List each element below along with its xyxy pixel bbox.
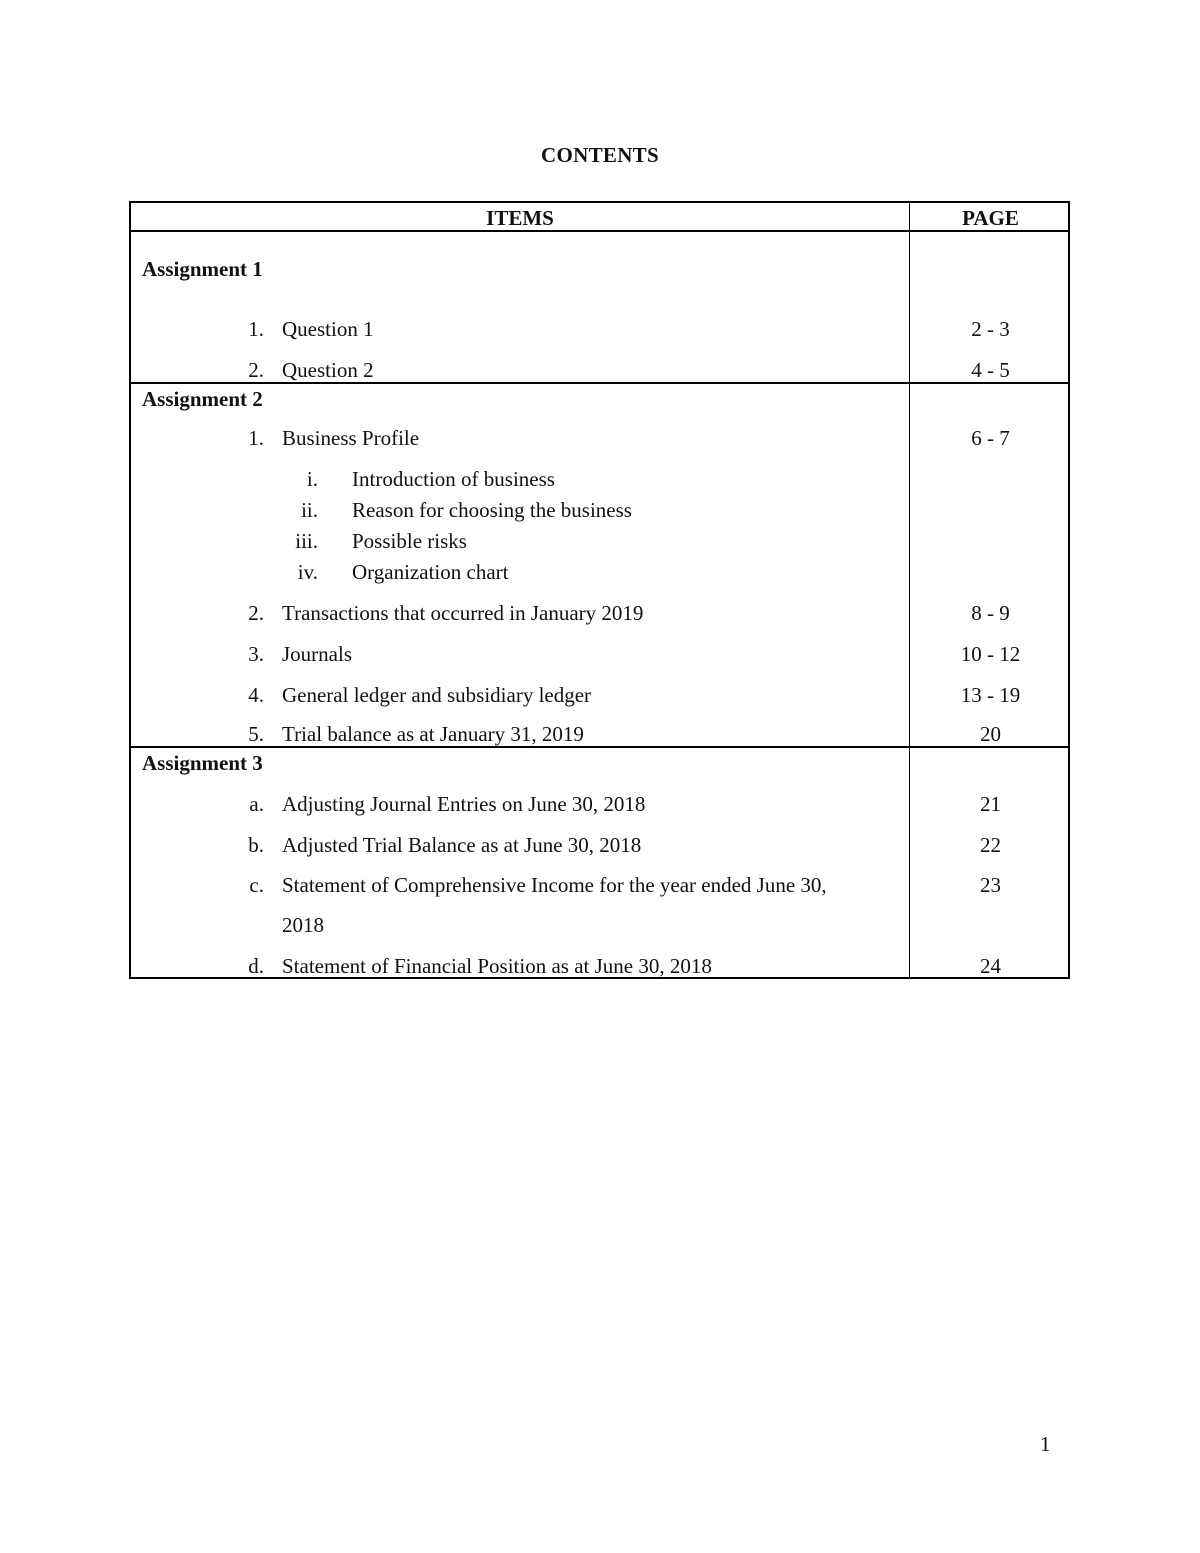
- item-number: 1.: [248, 317, 264, 341]
- toc-page: 13 - 19: [960, 683, 1021, 707]
- item-number: d.: [248, 954, 264, 978]
- section-title: Assignment 2: [142, 387, 263, 411]
- toc-item: Question 1: [282, 317, 374, 341]
- toc-item: Question 2: [282, 358, 374, 382]
- toc-item: General ledger and subsidiary ledger: [282, 683, 592, 707]
- toc-page: 24: [980, 954, 1001, 978]
- items-column-header: ITEMS: [486, 206, 554, 230]
- toc-item: Statement of Comprehensive Income for the year ended June 30,: [282, 873, 827, 897]
- toc-page: 23: [980, 873, 1001, 897]
- item-number: a.: [249, 792, 264, 816]
- item-number: 2.: [248, 601, 264, 625]
- subitem-number: ii.: [301, 498, 318, 522]
- page-column-header: PAGE: [962, 206, 1019, 230]
- contents-table: [129, 201, 1070, 979]
- toc-item: Transactions that occurred in January 2019: [282, 601, 644, 625]
- toc-item: Statement of Financial Position as at June 30, 2018: [282, 954, 712, 978]
- toc-page: 8 - 9: [971, 601, 1010, 625]
- subitem-number: i.: [306, 467, 318, 491]
- subitem-number: iii.: [295, 529, 318, 553]
- toc-page: 6 - 7: [971, 426, 1010, 450]
- toc-page: 4 - 5: [971, 358, 1010, 382]
- column-divider: [909, 203, 910, 977]
- toc-item-continuation: 2018: [282, 913, 324, 937]
- page-title: CONTENTS: [541, 143, 659, 167]
- toc-page: 22: [980, 833, 1001, 857]
- toc-item: Journals: [282, 642, 352, 666]
- toc-item: Adjusting Journal Entries on June 30, 2018: [282, 792, 646, 816]
- toc-page: 21: [980, 792, 1001, 816]
- section-divider: [131, 746, 1068, 748]
- toc-page: 10 - 12: [960, 642, 1021, 666]
- item-number: 2.: [248, 358, 264, 382]
- item-number: b.: [248, 833, 264, 857]
- toc-page: 2 - 3: [971, 317, 1010, 341]
- section-title: Assignment 1: [142, 257, 263, 281]
- section-title: Assignment 3: [142, 751, 263, 775]
- item-number: 5.: [248, 722, 264, 746]
- toc-page: 20: [980, 722, 1001, 746]
- toc-subitem: Reason for choosing the business: [352, 498, 632, 522]
- page-number: 1: [1040, 1432, 1051, 1456]
- item-number: 3.: [248, 642, 264, 666]
- section-divider: [131, 382, 1068, 384]
- toc-item: Trial balance as at January 31, 2019: [282, 722, 584, 746]
- subitem-number: iv.: [297, 560, 318, 584]
- item-number: 1.: [248, 426, 264, 450]
- toc-item: Business Profile: [282, 426, 420, 450]
- toc-subitem: Introduction of business: [352, 467, 555, 491]
- header-divider: [131, 230, 1068, 232]
- toc-subitem: Organization chart: [352, 560, 509, 584]
- item-number: 4.: [248, 683, 264, 707]
- item-number: c.: [249, 873, 264, 897]
- toc-subitem: Possible risks: [352, 529, 467, 553]
- toc-item: Adjusted Trial Balance as at June 30, 2018: [282, 833, 642, 857]
